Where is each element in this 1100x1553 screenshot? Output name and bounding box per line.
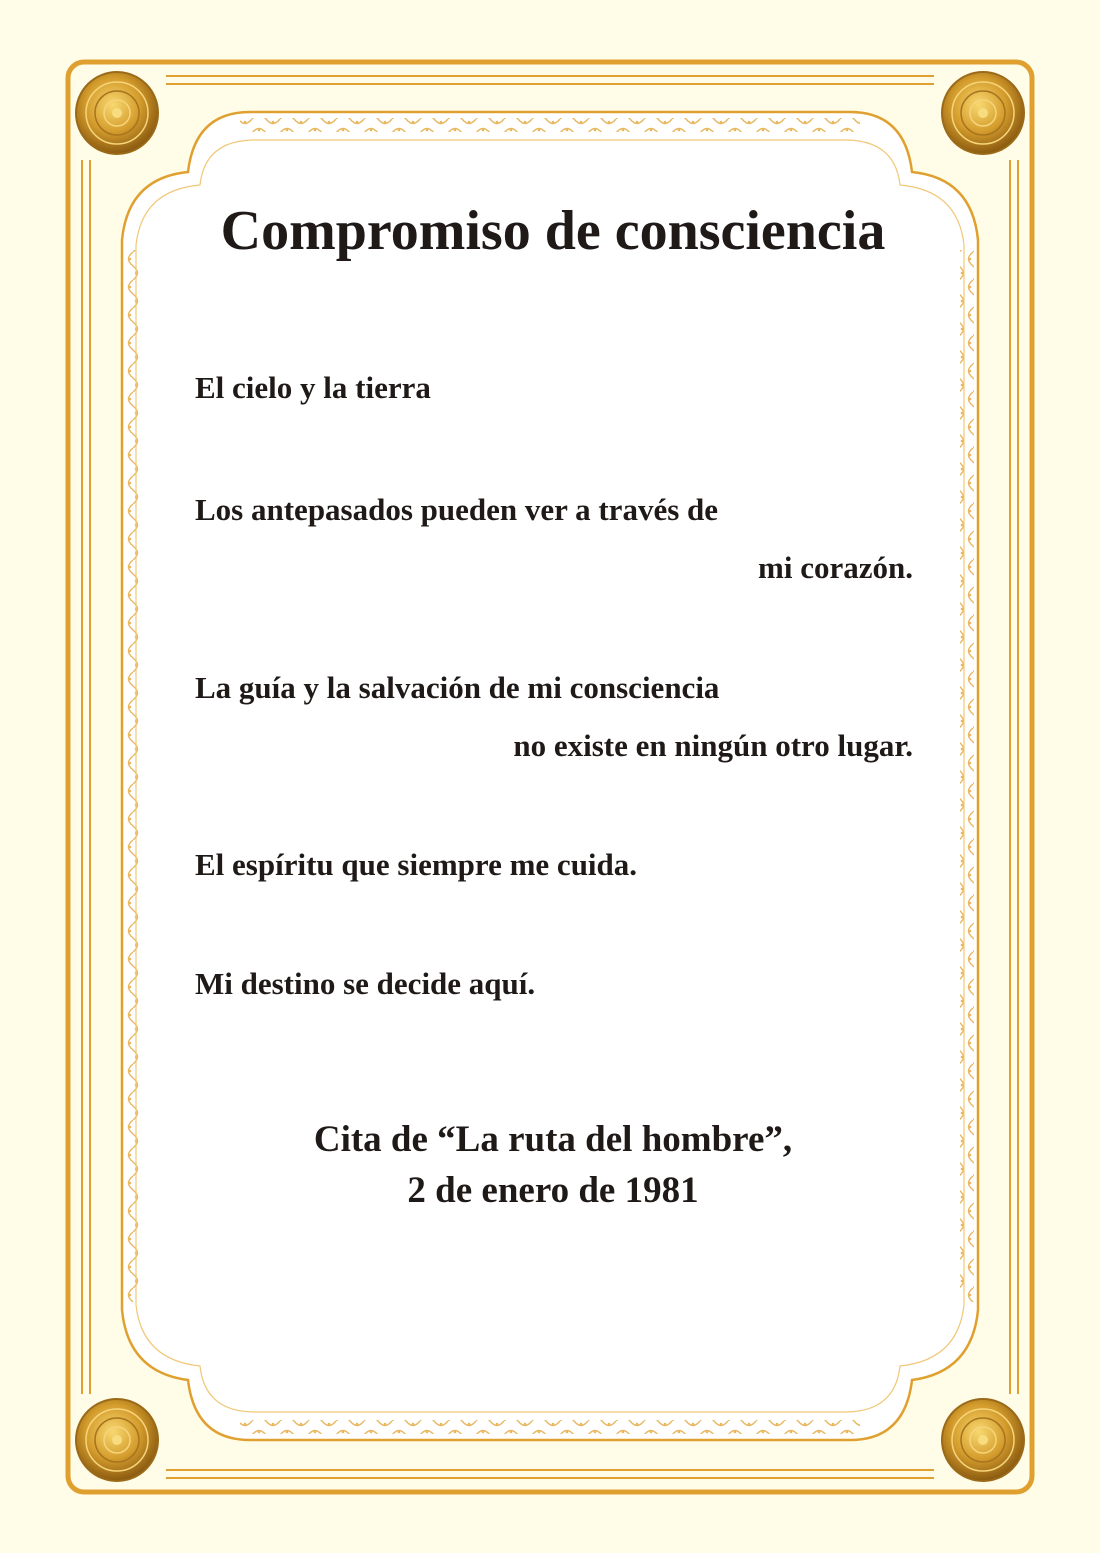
citation-line-1: Cita de “La ruta del hombre”, — [313, 1119, 793, 1160]
stanza-4-line-1: El espíritu que siempre me cuida. — [195, 847, 638, 882]
citation-line-2: 2 de enero de 1981 — [407, 1170, 699, 1211]
stanza-5-line-1: Mi destino se decide aquí. — [195, 966, 536, 1001]
stanza-3-line-2: no existe en ningún otro lugar. — [513, 728, 913, 763]
stanza-2-line-2: mi corazón. — [758, 550, 913, 585]
stanza-1-line-1: El cielo y la tierra — [195, 370, 431, 405]
stanza-3-line-1: La guía y la salvación de mi consciencia — [195, 670, 720, 705]
stanza-2-line-1: Los antepasados pueden ver a través de — [195, 492, 719, 527]
page-title: Compromiso de consciencia — [220, 200, 886, 262]
